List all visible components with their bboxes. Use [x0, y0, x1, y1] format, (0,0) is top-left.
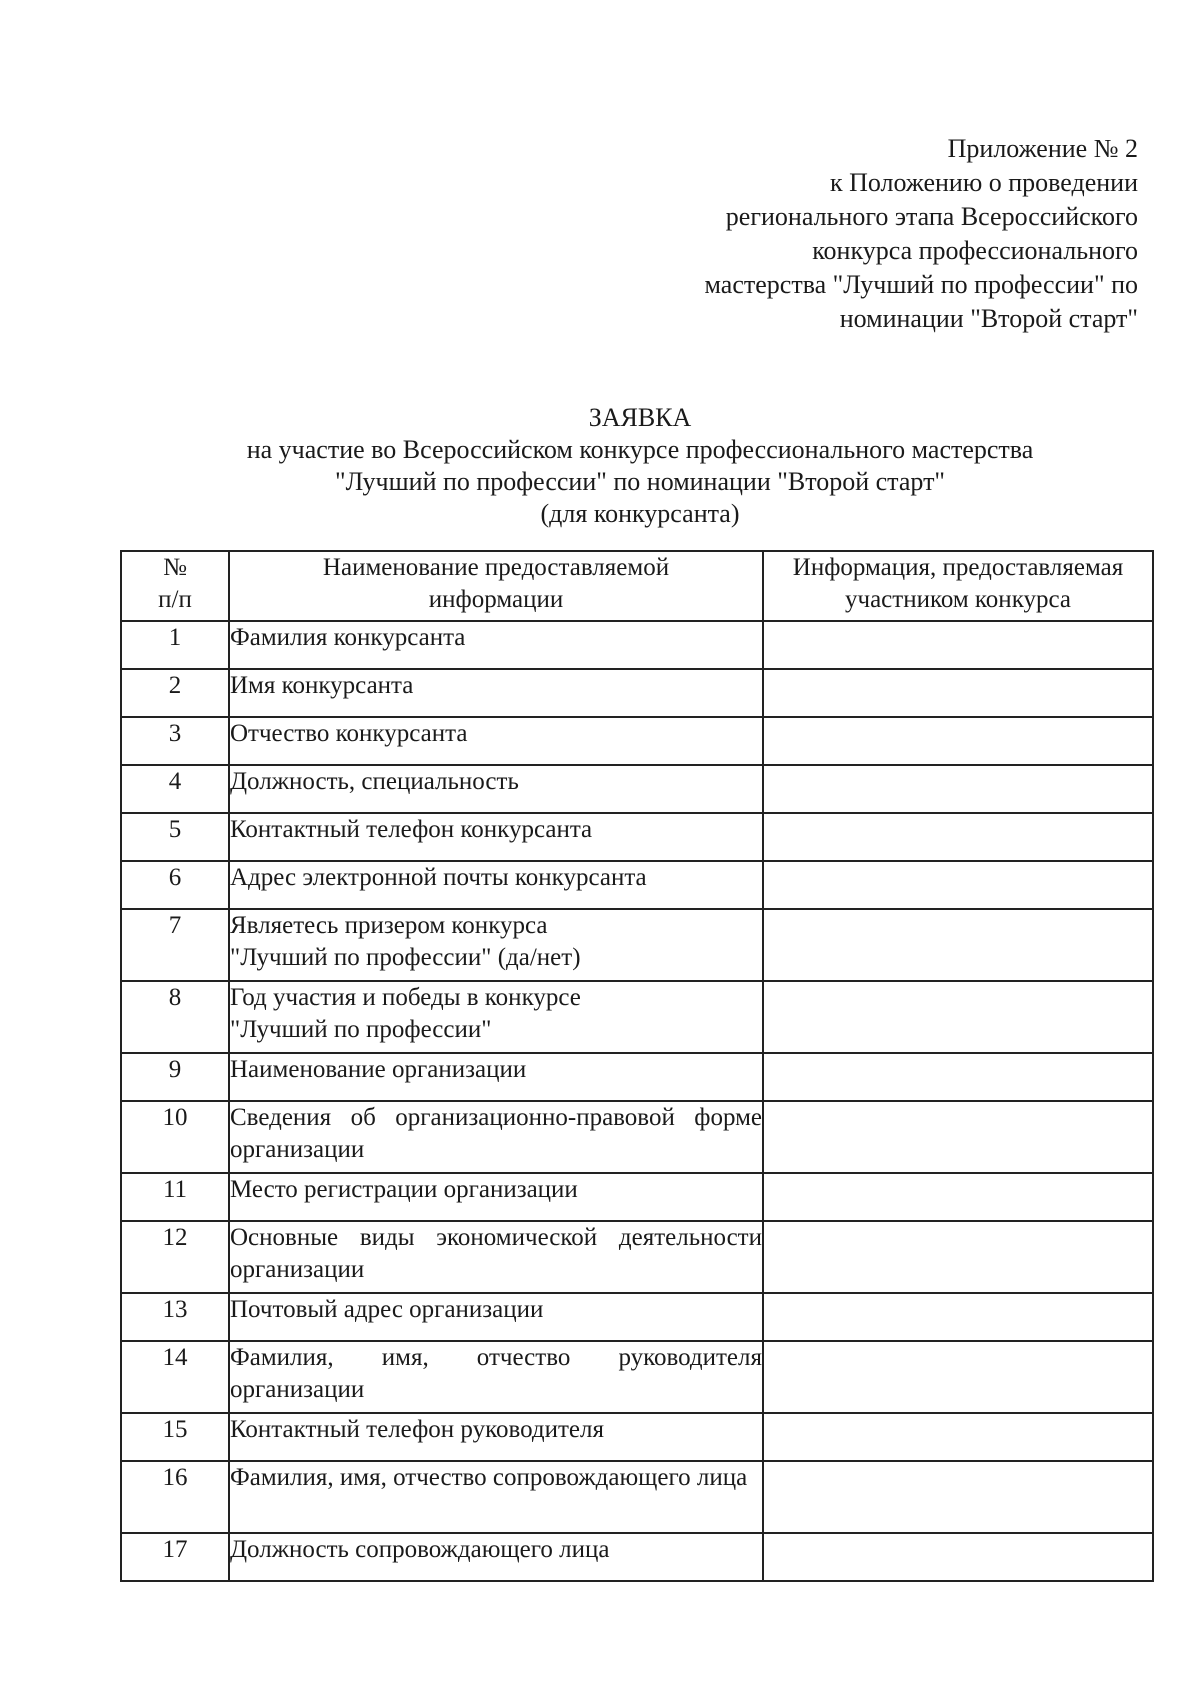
row-info-field[interactable] [763, 1053, 1153, 1101]
table-row [121, 621, 1153, 669]
row-label: Фамилия, имя, отчество руководителя организации [229, 1341, 763, 1413]
table-row [121, 861, 1153, 909]
table-row [121, 1293, 1153, 1341]
row-label: Должность сопровождающего лица [229, 1533, 763, 1581]
table-row [121, 1461, 1153, 1533]
row-info-field[interactable] [763, 621, 1153, 669]
table-row [121, 669, 1153, 717]
row-label: Сведения об организационно-правовой форме организации [229, 1101, 763, 1173]
row-info-field[interactable] [763, 909, 1153, 981]
row-info-field[interactable] [763, 1221, 1153, 1293]
table-row [121, 1221, 1153, 1293]
row-label [229, 909, 763, 981]
row-number: 2 [121, 669, 229, 717]
row-label: Фамилия конкурсанта [229, 621, 763, 669]
header-number-line: п/п [158, 586, 192, 613]
row-info-field[interactable] [763, 1293, 1153, 1341]
row-number: 5 [121, 813, 229, 861]
row-label: Отчество конкурсанта [229, 717, 763, 765]
row-number: 7 [121, 909, 229, 981]
row-info-field[interactable] [763, 717, 1153, 765]
document-heading [100, 402, 1180, 530]
row-number: 1 [121, 621, 229, 669]
row-label: Фамилия, имя, отчество сопровождающего лица [229, 1461, 763, 1533]
row-info-field[interactable] [763, 813, 1153, 861]
table-row [121, 1533, 1153, 1581]
row-number: 8 [121, 981, 229, 1053]
table-header-row [121, 551, 1153, 621]
row-info-field[interactable] [763, 1341, 1153, 1413]
row-label: Наименование организации [229, 1053, 763, 1101]
table-row [121, 1053, 1153, 1101]
row-info-field[interactable] [763, 1461, 1153, 1533]
row-number: 17 [121, 1533, 229, 1581]
row-info-field[interactable] [763, 1101, 1153, 1173]
annex-line: к Положению о проведении [829, 168, 1138, 197]
header-name-line: Наименование предоставляемой [322, 554, 670, 581]
header-info-line: Информация, предоставляемая [792, 554, 1124, 581]
row-label: Почтовый адрес организации [229, 1293, 763, 1341]
row-number: 3 [121, 717, 229, 765]
row-number: 4 [121, 765, 229, 813]
row-number: 16 [121, 1461, 229, 1533]
table-row [121, 717, 1153, 765]
header-name [229, 551, 763, 621]
row-label: Основные виды экономической деятельности организации [229, 1221, 763, 1293]
document-title: ЗАЯВКА [588, 403, 692, 432]
row-label-line: Год участия и победы в конкурсе [230, 984, 581, 1011]
row-number: 6 [121, 861, 229, 909]
row-number: 12 [121, 1221, 229, 1293]
row-label-line: Являетесь призером конкурса [230, 912, 548, 939]
row-info-field[interactable] [763, 1173, 1153, 1221]
header-name-line: информации [428, 586, 564, 613]
row-info-field[interactable] [763, 861, 1153, 909]
header-number [121, 551, 229, 621]
row-number: 13 [121, 1293, 229, 1341]
annex-line: конкурса профессионального [812, 236, 1138, 265]
application-table [120, 550, 1154, 1582]
row-label: Контактный телефон конкурсанта [229, 813, 763, 861]
table-row [121, 1413, 1153, 1461]
row-info-field[interactable] [763, 1413, 1153, 1461]
table-row [121, 765, 1153, 813]
annex-line: мастерства "Лучший по профессии" по [704, 270, 1138, 299]
annex-line: регионального этапа Всероссийского [725, 202, 1138, 231]
row-number: 10 [121, 1101, 229, 1173]
row-info-field[interactable] [763, 669, 1153, 717]
row-number: 15 [121, 1413, 229, 1461]
document-subtitle-line: на участие во Всероссийском конкурсе профессионального мастерства [246, 435, 1034, 464]
table-row [121, 813, 1153, 861]
table-row [121, 1173, 1153, 1221]
table-row [121, 1341, 1153, 1413]
document-subtitle-line: "Лучший по профессии" по номинации "Второй старт" [334, 467, 946, 496]
row-info-field[interactable] [763, 1533, 1153, 1581]
row-number: 11 [121, 1173, 229, 1221]
row-label: Контактный телефон руководителя [229, 1413, 763, 1461]
row-label: Адрес электронной почты конкурсанта [229, 861, 763, 909]
table-row [121, 909, 1153, 981]
header-info-line: участником конкурса [845, 586, 1071, 613]
annex-line: номинации "Второй старт" [839, 304, 1138, 333]
row-label: Должность, специальность [229, 765, 763, 813]
row-number: 14 [121, 1341, 229, 1413]
row-info-field[interactable] [763, 981, 1153, 1053]
row-label [229, 981, 763, 1053]
header-number-line: № [163, 554, 187, 581]
row-label: Имя конкурсанта [229, 669, 763, 717]
document-subtitle-line: (для конкурсанта) [540, 499, 740, 528]
table-row [121, 981, 1153, 1053]
annex-line: Приложение № 2 [947, 134, 1138, 163]
annex-reference [705, 132, 1138, 336]
row-label-line: "Лучший по профессии" [230, 1016, 492, 1043]
row-label: Место регистрации организации [229, 1173, 763, 1221]
table-row [121, 1101, 1153, 1173]
row-info-field[interactable] [763, 765, 1153, 813]
row-label-line: "Лучший по профессии" (да/нет) [230, 944, 581, 971]
row-number: 9 [121, 1053, 229, 1101]
table-body [121, 621, 1153, 1581]
header-info [763, 551, 1153, 621]
